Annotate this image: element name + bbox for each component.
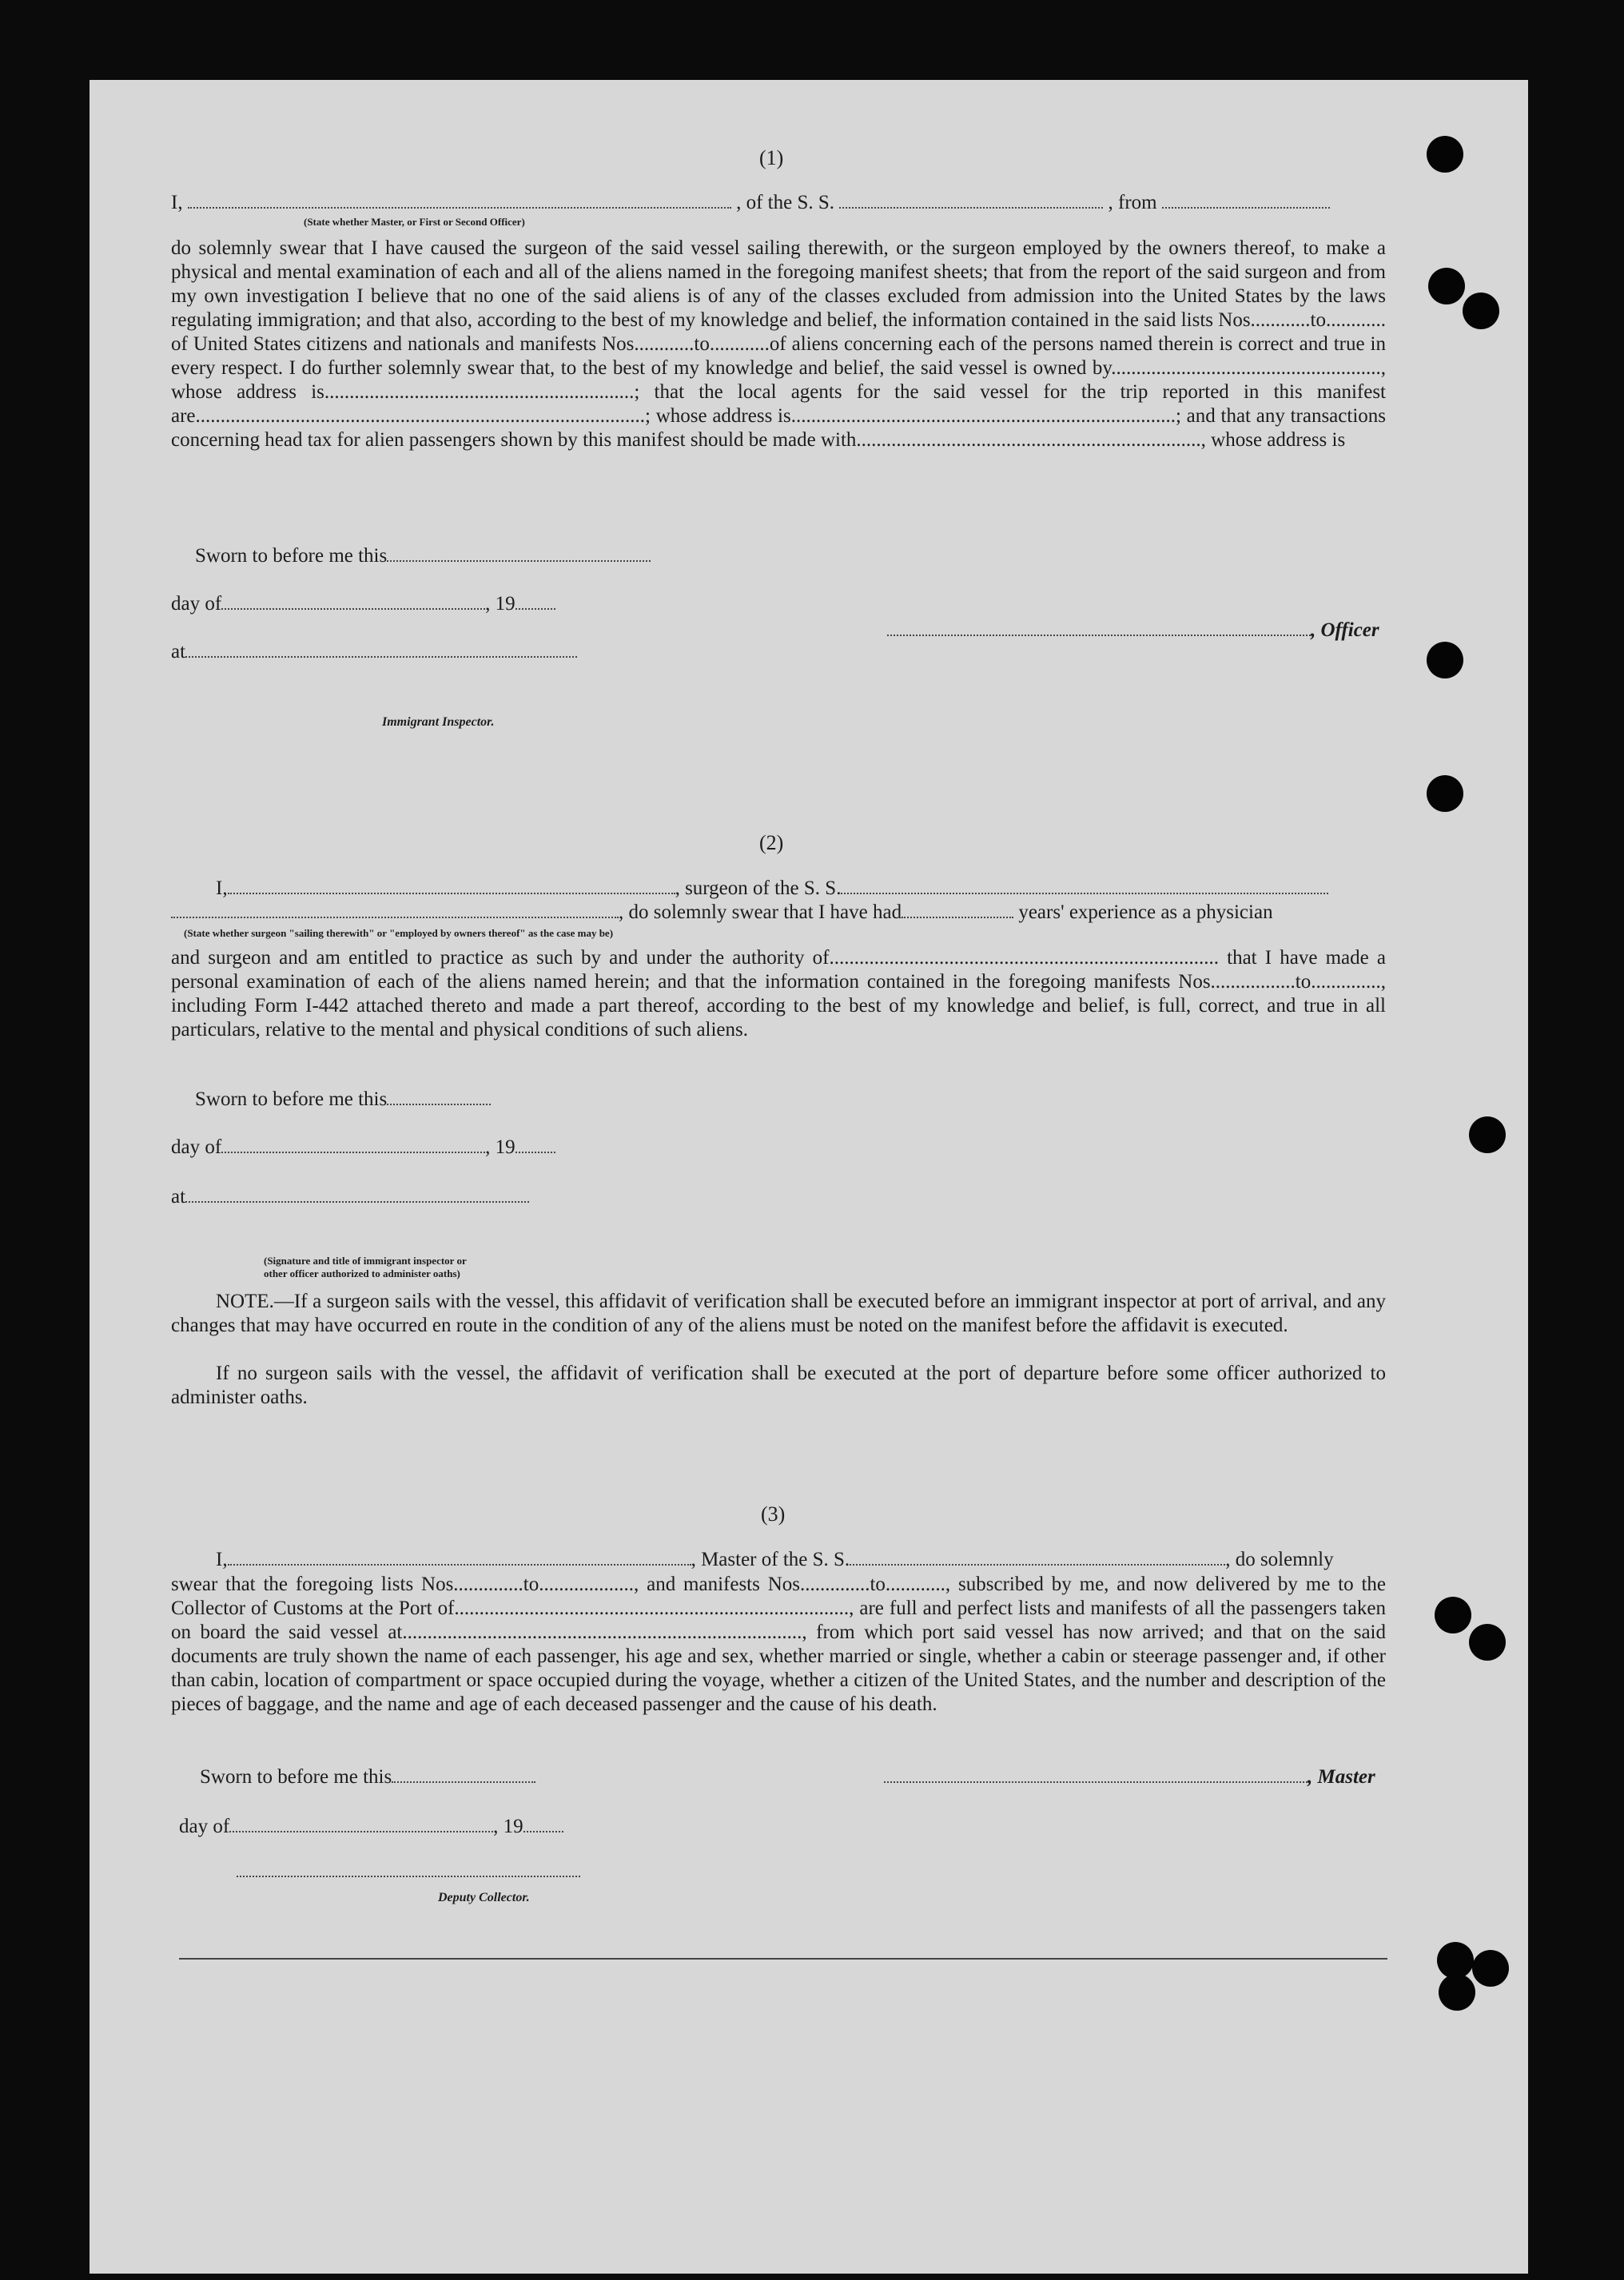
section3-body: swear that the foregoing lists Nos..............to..................., and manifests Nos..............to............, subscribed by me, and now delivered by me to the Collector of Customs at the Port of..............................................................................., are full and perfect lists and manifests of all the passengers taken on board the said vessel at................................................................................, from which port said vessel has now arrived; and that on the said documents are truly shown the name of each passenger, his age and sex, whether married or single, whether a cabin or steerage passenger and, if other than cabin, location of compartment or space occupied during the voyage, whether a citizen of the United States, and the number and description of the pieces of baggage, and the name and age of each deceased passenger and the cause of his death. bbox=[171, 1574, 1386, 1715]
caption-signature-2: other officer authorized to administer oaths) bbox=[264, 1267, 460, 1279]
punch-hole bbox=[1427, 775, 1463, 812]
inspector-caption: Immigrant Inspector. bbox=[382, 715, 495, 729]
officer-line bbox=[887, 619, 1379, 642]
sworn-line: Sworn to before me this bbox=[195, 545, 651, 567]
section1-line1 bbox=[171, 192, 1386, 214]
caption-surgeon: (State whether surgeon "sailing therewith" or "employed by owners thereof" as the case may be) bbox=[184, 927, 614, 939]
caption-officer: (State whether Master, or First or Second Officer) bbox=[304, 216, 525, 228]
punch-hole bbox=[1428, 268, 1465, 304]
note-1: NOTE.—If a surgeon sails with the vessel, this affidavit of verification shall be executed before an immigrant inspector at port of arrival, and any changes that may have occurred en route in the condition of any of the aliens must be noted on the manifest before the affidavit is executed. bbox=[171, 1291, 1386, 1336]
caption-signature-1: (Signature and title of immigrant inspector or bbox=[264, 1255, 467, 1267]
section2-line1: I, , surgeon of the S. S. bbox=[216, 877, 1328, 900]
punch-hole bbox=[1435, 1597, 1471, 1633]
label-from: , from bbox=[1108, 192, 1157, 213]
section2-line2: , do solemnly swear that I have had years' experience as a physician bbox=[171, 901, 1273, 924]
officer-label: , Officer bbox=[1311, 619, 1379, 641]
deputy-caption: Deputy Collector. bbox=[438, 1891, 530, 1904]
label-of-ss: , of the S. S. bbox=[736, 192, 835, 213]
at-line-2: at bbox=[171, 1186, 529, 1208]
label-i: I, bbox=[171, 192, 183, 213]
punch-hole bbox=[1427, 136, 1463, 173]
section3-number: (3) bbox=[761, 1502, 786, 1526]
section1-body: do solemnly swear that I have caused the surgeon of the said vessel sailing therewith, or the surgeon employed by the owners thereof, to make a physical and mental examination of each and all of the aliens named in the foregoing manifest sheets; that from the report of the said surgeon and from my own investigation I believe that no one of the said aliens is of any of the classes excluded from admission into the United States by the laws regulating immigration; and that also, according to the best of my knowledge and belief, the information contained in the said lists Nos............to............ of United States citizens and nationals and manifests Nos............to............of aliens concerning each of the persons named therein is correct and true in every respect. I do further solemnly swear that, to the best of my knowledge and belief, the said vessel is owned by......................................................, whose address is..............................................................; that the local agents for the said vessel for the trip reported in this manifest are..........................................................................................; whose address is.............................................................................; and that any transactions concerning head tax for alien passengers shown by this manifest should be made with....................................................................., whose address is bbox=[171, 237, 1386, 451]
day-of-line-3: day of , 19 bbox=[179, 1816, 563, 1838]
punch-hole bbox=[1469, 1116, 1506, 1153]
punch-hole bbox=[1463, 292, 1499, 329]
sworn-line-3: Sworn to before me this bbox=[200, 1766, 535, 1789]
punch-hole bbox=[1439, 1974, 1475, 2011]
sworn-line-2: Sworn to before me this bbox=[195, 1088, 491, 1111]
note-2: If no surgeon sails with the vessel, the affidavit of verification shall be executed at the port of departure before some officer authorized to administer oaths. bbox=[171, 1363, 1386, 1408]
bottom-rule bbox=[179, 1958, 1387, 1960]
master-line: , Master bbox=[884, 1766, 1375, 1789]
section2-body: and surgeon and am entitled to practice as such by and under the authority of.............................................................................. that I have made a personal examination of each of the aliens named herein; and that the information contained in the foregoing manifests Nos.................to.............., including Form I-442 attached thereto and made a part thereof, according to the best of my knowledge and belief, is full, correct, and true in all particulars, relative to the mental and physical conditions of such aliens. bbox=[171, 947, 1386, 1041]
punch-hole bbox=[1472, 1950, 1509, 1987]
deputy-line bbox=[237, 1860, 580, 1883]
punch-hole bbox=[1427, 642, 1463, 678]
section1-number: (1) bbox=[759, 146, 784, 169]
day-of-line-2: day of , 19 bbox=[171, 1136, 555, 1159]
section2-number: (2) bbox=[759, 831, 784, 854]
punch-hole bbox=[1469, 1624, 1506, 1661]
day-of-line: day of , 19 bbox=[171, 593, 555, 615]
section3-line1: I, , Master of the S. S. , do solemnly bbox=[216, 1549, 1334, 1570]
at-line: at bbox=[171, 641, 577, 663]
